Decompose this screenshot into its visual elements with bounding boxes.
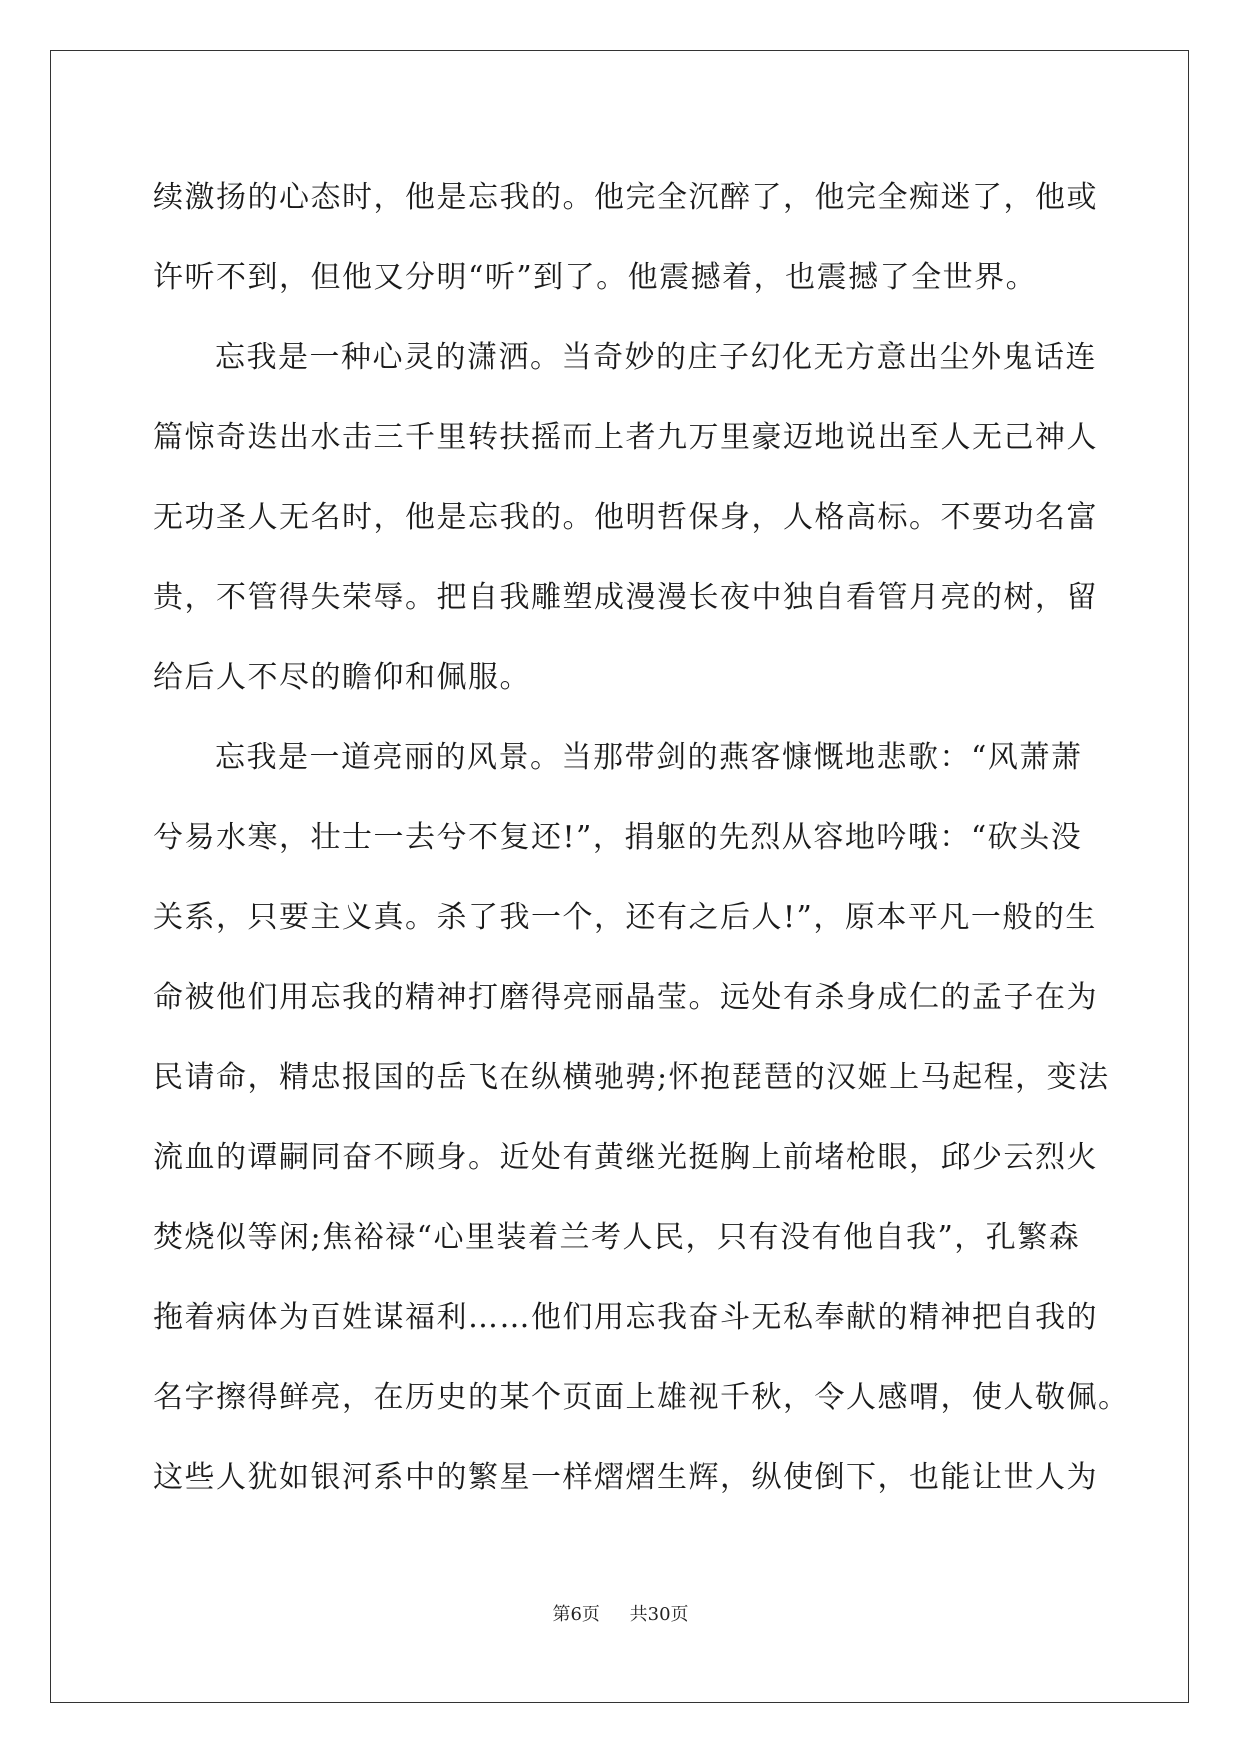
text-line: 许听不到，但他又分明“听”到了。他震撼着，也震撼了全世界。 bbox=[153, 260, 1038, 295]
text-line: 给后人不尽的瞻仰和佩服。 bbox=[153, 660, 531, 695]
text-line: 名字擦得鲜亮，在历史的某个页面上雄视千秋，令人感喟，使人敬佩。 bbox=[153, 1380, 1130, 1415]
paragraph-first-line: 忘我是一道亮丽的风景。当那带剑的燕客慷慨地悲歌：“风萧萧 bbox=[215, 740, 1083, 775]
text-line: 焚烧似等闲;焦裕禄“心里装着兰考人民，只有没有他自我”，孔繁森 bbox=[153, 1220, 1081, 1255]
text-line: 续激扬的心态时，他是忘我的。他完全沉醉了，他完全痴迷了，他或 bbox=[153, 180, 1098, 215]
text-line: 篇惊奇迭出水击三千里转扶摇而上者九万里豪迈地说出至人无己神人 bbox=[153, 420, 1098, 455]
text-line: 这些人犹如银河系中的繁星一样熠熠生辉，纵使倒下，也能让世人为 bbox=[153, 1460, 1098, 1495]
text-line: 命被他们用忘我的精神打磨得亮丽晶莹。远处有杀身成仁的孟子在为 bbox=[153, 980, 1098, 1015]
text-line: 贵，不管得失荣辱。把自我雕塑成漫漫长夜中独自看管月亮的树，留 bbox=[153, 580, 1098, 615]
text-line: 拖着病体为百姓谋福利……他们用忘我奋斗无私奉献的精神把自我的 bbox=[153, 1300, 1098, 1335]
paragraph-first-line: 忘我是一种心灵的潇洒。当奇妙的庄子幻化无方意出尘外鬼话连 bbox=[215, 340, 1097, 375]
page-number: 第6页 bbox=[552, 1604, 600, 1625]
page-footer bbox=[0, 1600, 1241, 1626]
text-line: 无功圣人无名时，他是忘我的。他明哲保身，人格高标。不要功名富 bbox=[153, 500, 1098, 535]
text-line: 流血的谭嗣同奋不顾身。近处有黄继光挺胸上前堵枪眼，邱少云烈火 bbox=[153, 1140, 1098, 1175]
text-line: 民请命，精忠报国的岳飞在纵横驰骋;怀抱琵琶的汉姬上马起程，变法 bbox=[153, 1060, 1110, 1095]
text-line: 关系，只要主义真。杀了我一个，还有之后人!”，原本平凡一般的生 bbox=[153, 900, 1097, 935]
page-total: 共30页 bbox=[629, 1604, 689, 1625]
document-body bbox=[153, 158, 1130, 1518]
text-line: 兮易水寒，壮士一去兮不复还!”，捐躯的先烈从容地吟哦：“砍头没 bbox=[153, 820, 1083, 855]
